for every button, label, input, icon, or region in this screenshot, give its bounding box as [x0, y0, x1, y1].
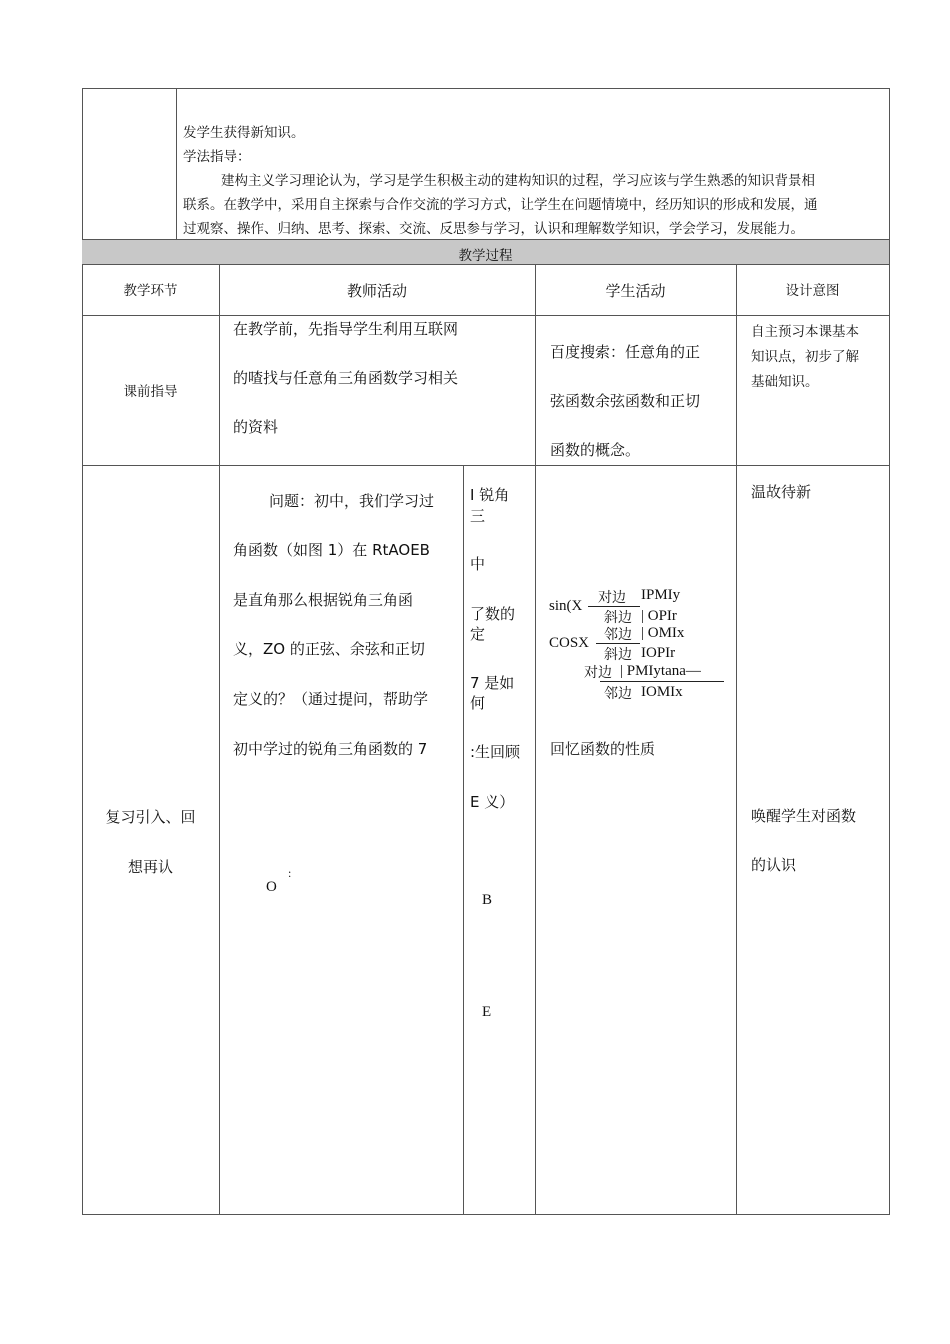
row2-intent-bottom-2: 的认识: [751, 856, 797, 874]
narrow-col-line-7: 何: [470, 694, 486, 712]
narrow-col-line-3: 中: [470, 555, 486, 573]
header-design-intent: 设计意图: [785, 283, 840, 299]
row2-teacher-line-6: 初中学过的锐角三角函数的 7: [233, 740, 428, 758]
row1-intent-line-1: 自主预习本课基本: [751, 324, 859, 340]
row1-teacher-line-1: 在教学前，先指导学生利用互联网: [233, 320, 459, 338]
row2-teacher-line-4: 义，ZO 的正弦、余弦和正切: [233, 640, 425, 658]
row2-teacher-line-5: 定义的？（通过提问，帮助学: [233, 690, 429, 708]
narrow-col-line-1: I 锐角: [470, 486, 510, 504]
row1-intent-line-3: 基础知识。: [751, 374, 819, 390]
row2-intent-top: 温故待新: [751, 483, 812, 501]
table-border-right: [889, 88, 890, 1215]
formula-cos-den: 斜边: [604, 647, 632, 663]
figure-label-colon: :: [288, 866, 292, 880]
narrow-col-line-9: E 义）: [470, 793, 515, 811]
table-border-top: [82, 88, 890, 89]
narrow-col-label-b: B: [482, 892, 493, 908]
top-text-line-2: 学法指导：: [183, 149, 251, 165]
formula-sin-rhs: IPMIy: [641, 587, 681, 603]
row2-teacher-line-1: 问题：初中，我们学习过: [269, 492, 435, 510]
row1-student-line-2: 弦函数余弦函数和正切: [550, 392, 701, 410]
narrow-col-label-e: E: [482, 1004, 492, 1020]
row1-student-line-1: 百度搜索：任意角的正: [550, 343, 701, 361]
formula-sin-lhs: sin(X: [549, 598, 583, 614]
col-divider-2: [535, 264, 536, 1215]
narrow-col-line-5: 定: [470, 625, 486, 643]
row1-section-label: 课前指导: [123, 384, 178, 400]
narrow-col-line-2: 三: [470, 507, 486, 525]
narrow-col-divider: [463, 465, 464, 1215]
row2-teacher-line-2: 角函数（如图 1）在 RtAOEB: [233, 541, 430, 559]
row2-intent-bottom-1: 唤醒学生对函数: [751, 807, 857, 825]
formula-cos-num: 邻边: [604, 627, 632, 643]
narrow-col-line-4: 了数的: [470, 605, 516, 623]
formula-tan-num: 对边: [584, 665, 612, 681]
col-divider-3: [736, 264, 737, 1215]
figure-label-o: O: [266, 879, 277, 895]
narrow-col-line-8: :生回顾: [470, 743, 521, 761]
header-student-activity: 学生活动: [605, 282, 666, 300]
formula-cos-lhs: COSX: [549, 635, 590, 651]
formula-tan-den-rhs: IOMIx: [641, 684, 683, 700]
top-section-divider: [176, 88, 177, 239]
formula-sin-num: 对边: [598, 590, 626, 606]
row1-teacher-line-3: 的资料: [233, 418, 279, 436]
formula-tan-rhs: | PMIytana—: [620, 663, 701, 679]
formula-tan-den: 邻边: [604, 686, 632, 702]
formula-sin-den: 斜边: [604, 610, 632, 626]
top-text-line-4: 联系。在教学中，采用自主探索与合作交流的学习方式，让学生在问题情境中，经历知识的形成和发展，通: [183, 197, 818, 213]
row1-intent-line-2: 知识点，初步了解: [751, 349, 859, 365]
col-divider-1: [219, 264, 220, 1215]
top-text-line-5: 过观察、操作、归纳、思考、探索、交流、反思参与学习，认识和理解数学知识，学会学习，发展能力。: [183, 221, 804, 237]
row2-section-line-1: 复习引入、回: [105, 808, 196, 826]
formula-sin-den-rhs: | OPIr: [641, 608, 677, 624]
row1-bottom-rule: [82, 465, 890, 466]
banner-title: 教学过程: [458, 248, 513, 264]
narrow-col-line-6: 7 是如: [470, 674, 515, 692]
table-border-bottom: [82, 1214, 890, 1215]
top-text-line-1: 发学生获得新知识。: [183, 125, 305, 141]
top-text-line-3: 建构主义学习理论认为，学习是学生积极主动的建构知识的过程，学习应该与学生熟悉的知识背景相: [221, 173, 815, 189]
row2-student-note: 回忆函数的性质: [550, 740, 656, 758]
row2-teacher-line-3: 是直角那么根据锐角三角函: [233, 591, 414, 609]
header-row-bottom-rule: [82, 315, 890, 316]
formula-cos-den-rhs: IOPIr: [641, 645, 676, 661]
row1-student-line-3: 函数的概念。: [550, 441, 641, 459]
header-teaching-stage: 教学环节: [123, 283, 178, 299]
header-teacher-activity: 教师活动: [346, 282, 407, 300]
formula-tan-bar: [600, 681, 724, 682]
row1-teacher-line-2: 的喳找与任意角三角函数学习相关: [233, 369, 459, 387]
formula-cos-rhs: | OMIx: [641, 625, 685, 641]
row2-section-line-2: 想再认: [127, 858, 173, 876]
